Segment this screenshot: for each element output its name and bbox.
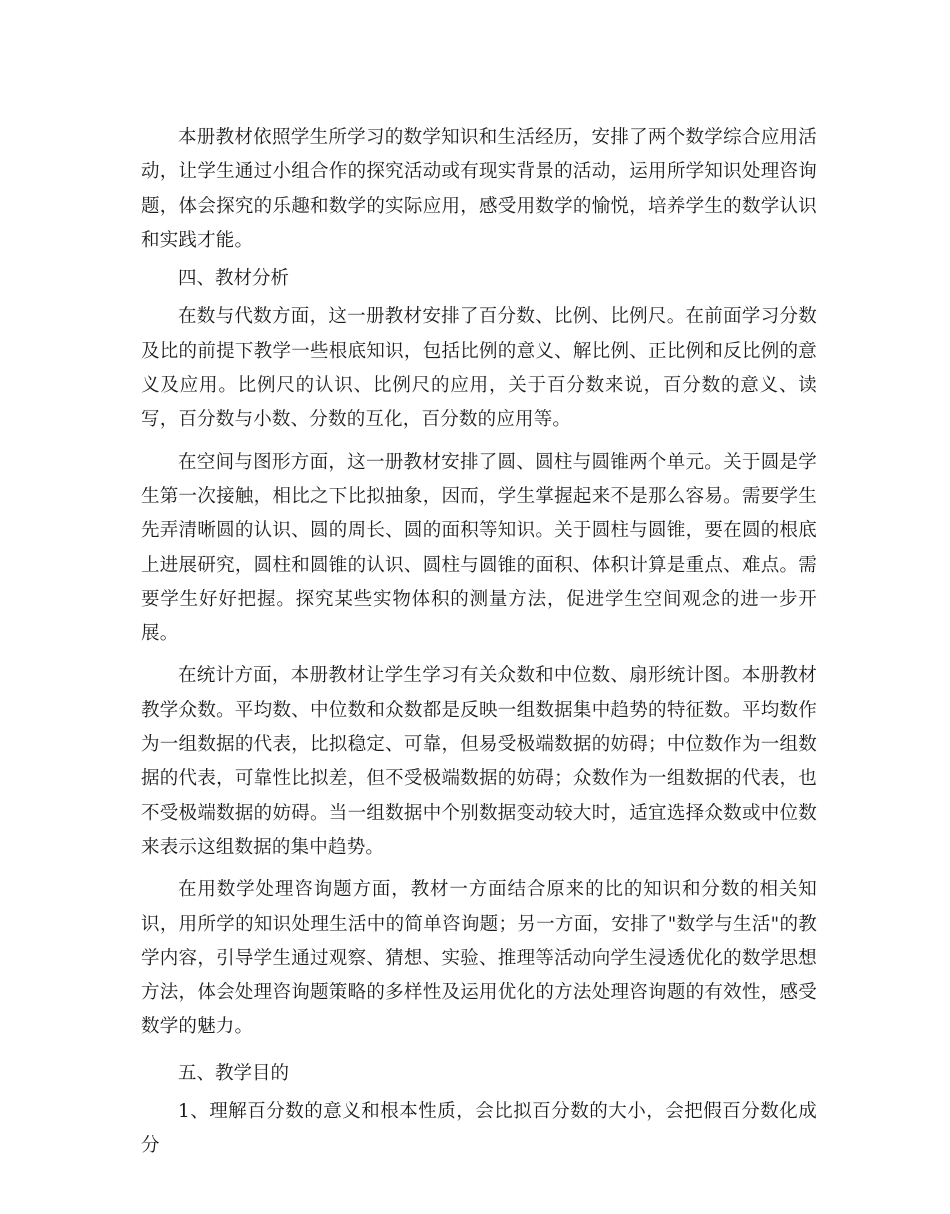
paragraph-number-algebra: 在数与代数方面，这一册教材安排了百分数、比例、比例尺。在前面学习分数及比的前提下教学一些根底知识，包括比例的意义、解比例、正比例和反比例的意义及应用。比例尺的认识、比例尺的应用，关于百分数来说，百分数的意义、读写，百分数与小数、分数的互化，百分数的应用等。: [141, 306, 817, 431]
paragraph-activities: 本册教材依照学生所学习的数学知识和生活经历，安排了两个数学综合应用活动，让学生通过小组合作的探究活动或有现实背景的活动，运用所学知识处理咨询题，体会探究的乐趣和数学的实际应用，感受用数学的愉悦，培养学生的数学认识和实践才能。: [141, 127, 817, 251]
section-heading-textbook-analysis: 四、教材分析: [178, 268, 290, 290]
paragraph-space-geometry: 在空间与图形方面，这一册教材安排了圆、圆柱与圆锥两个单元。关于圆是学生第一次接触，相比之下比拟抽象，因而，学生掌握起来不是那么容易。需要学生先弄清晰圆的认识、圆的周长、圆的面积等知识。关于圆柱与圆锥，要在圆的根底上进展研究，圆柱和圆锥的认识、圆柱与圆锥的面积、体积计算是重点、难点。需要学生好好把握。探究某些实物体积的测量方法，促进学生空间观念的进一步开展。: [141, 451, 817, 645]
section-heading-teaching-goals: 五、教学目的: [178, 1062, 290, 1084]
document-body: [141, 121, 817, 1164]
paragraph-statistics: 在统计方面，本册教材让学生学习有关众数和中位数、扇形统计图。本册教材教学众数。平均数、中位数和众数都是反映一组数据集中趋势的特征数。平均数作为一组数据的代表，比拟稳定、可靠，但易受极端数据的妨碍；中位数作为一组数据的代表，可靠性比拟差，但不受极端数据的妨碍；众数作为一组数据的代表，也不受极端数据的妨碍。当一组数据中个别数据变动较大时，适宜选择众数或中位数来表示这组数据的集中趋势。: [141, 665, 817, 858]
paragraph-problem-solving: 在用数学处理咨询题方面，教材一方面结合原来的比的知识和分数的相关知识，用所学的知识处理生活中的简单咨询题；另一方面，安排了"数学与生活"的教学内容，引导学生通过观察、猜想、实验、推理等活动向学生浸透优化的数学思想方法，体会处理咨询题策略的多样性及运用优化的方法处理咨询题的有效性，感受数学的魅力。: [141, 879, 817, 1038]
paragraph-goal-1: 1、理解百分数的意义和根本性质，会比拟百分数的大小，会把假百分数化成分: [141, 1101, 817, 1157]
